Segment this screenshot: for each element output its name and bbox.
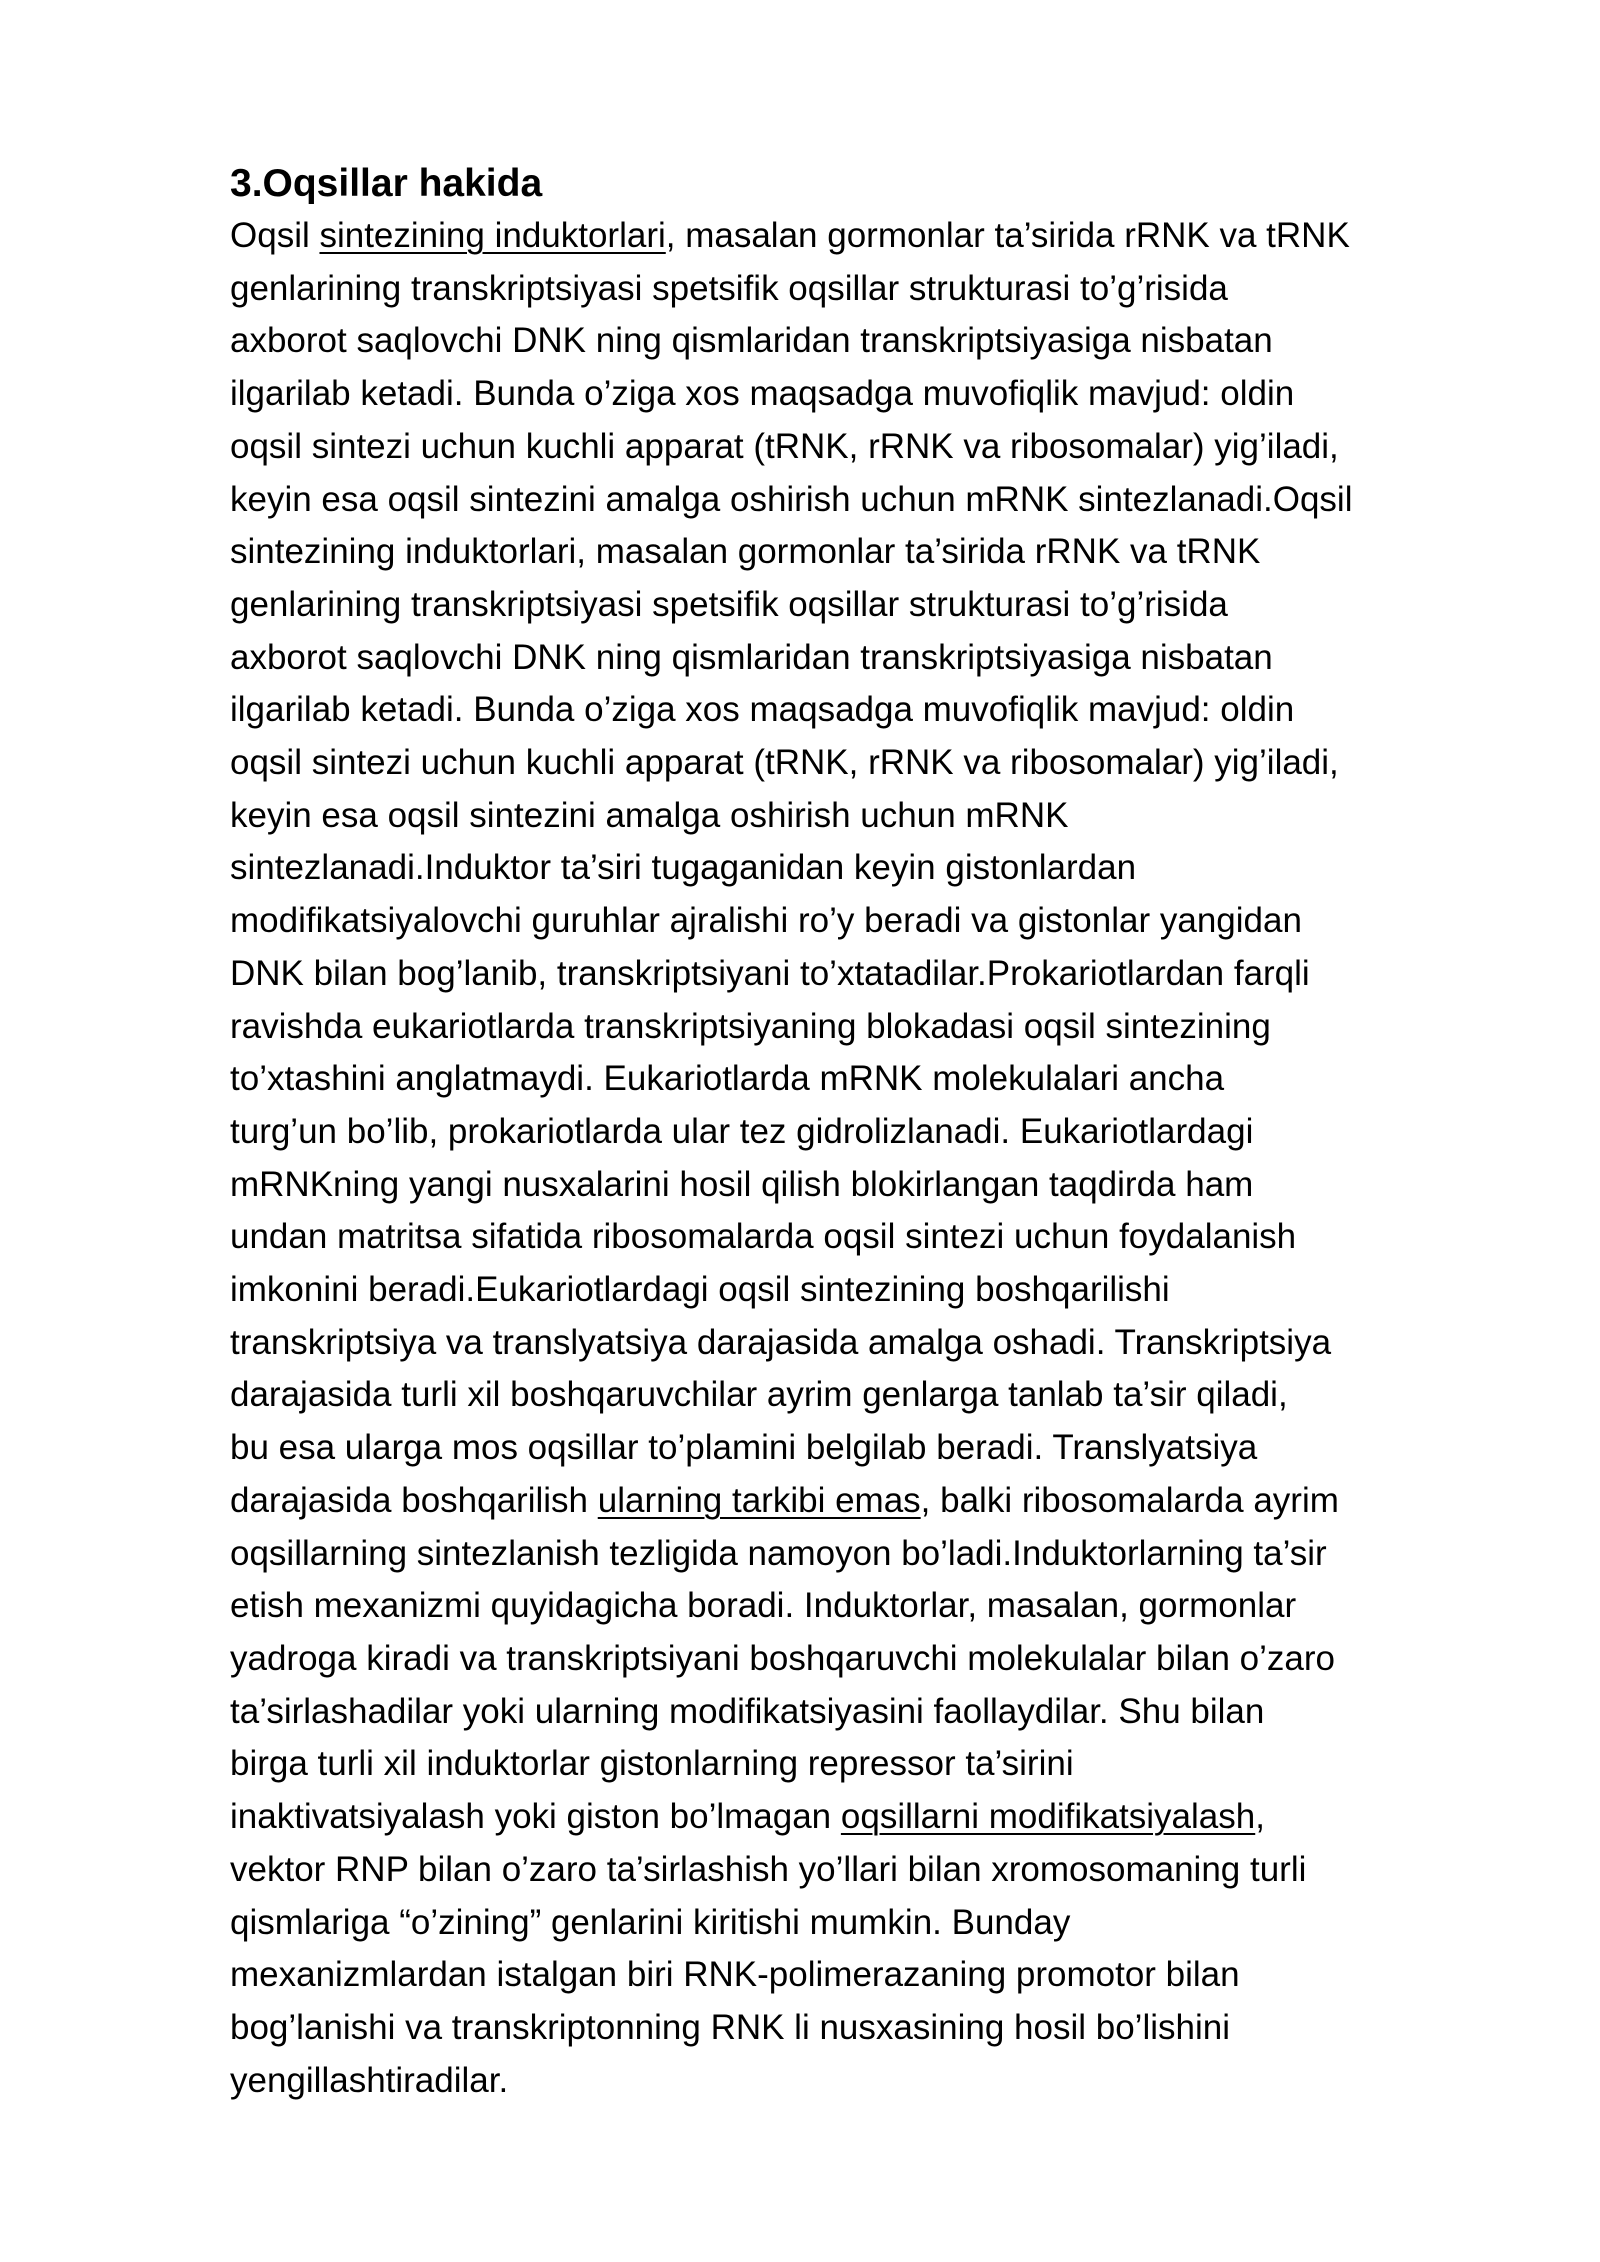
text-segment: Oqsil <box>230 216 320 255</box>
text-line <box>230 737 1560 790</box>
text-segment: to’xtashini anglatmaydi. Eukariotlarda mRNK molekulalari ancha <box>230 1059 1225 1099</box>
text-segment: yadroga kiradi va transkriptsiyani boshqaruvchi molekulalar bilan o’zaro <box>230 1638 1335 1678</box>
text-segment: modifikatsiyalovchi guruhlar ajralishi ro’y beradi va gistonlar yangidan <box>230 901 1302 941</box>
text-segment: oqsil sintezi uchun kuchli apparat (tRNK, rRNK va ribosomalar) yig’iladi, <box>230 743 1339 783</box>
text-segment: turg’un bo’lib, prokariotlarda ular tez gidrolizlanadi. Eukariotlardagi <box>230 1111 1254 1151</box>
body-paragraph <box>230 210 1560 2107</box>
text-segment: darajasida boshqarilish <box>230 1480 598 1520</box>
text-line <box>230 474 1560 527</box>
text-segment: qismlariga “o’zining” genlarini kiritishi mumkin. Bunday <box>230 1902 1071 1942</box>
text-segment: DNK bilan bog’lanib, transkriptsiyani to’xtatadilar.Prokariotlardan farqli <box>230 953 1310 993</box>
text-segment: mRNKning yangi nusxalarini hosil qilish blokirlangan taqdirda ham <box>230 1164 1254 1204</box>
text-line <box>230 526 1560 579</box>
text-line <box>230 842 1560 895</box>
text-line <box>230 1422 1560 1475</box>
text-line <box>230 1211 1560 1264</box>
text-segment: ilgarilab ketadi. Bunda o’ziga xos maqsadga muvofiqlik mavjud: oldin <box>230 690 1295 730</box>
text-line <box>230 1791 1560 1844</box>
text-segment: sintezining induktorlari, masalan gormonlar ta’sirida rRNK va tRNK <box>230 532 1261 572</box>
text-line <box>230 1528 1560 1581</box>
text-segment: genlarining transkriptsiyasi spetsifik oqsillar strukturasi to’g’risida <box>230 268 1228 308</box>
text-line <box>230 1264 1560 1317</box>
text-line <box>230 684 1560 737</box>
underlined-phrase: oqsillarni modifikatsiyalash <box>840 1797 1256 1837</box>
text-segment: oqsil sintezi uchun kuchli apparat (tRNK, rRNK va ribosomalar) yig’iladi, <box>230 426 1339 466</box>
text-line <box>230 1475 1560 1528</box>
text-segment: oqsillarning sintezlanish tezligida namoyon bo’ladi.Induktorlarning ta’sir <box>230 1533 1327 1573</box>
text-line <box>230 1897 1560 1950</box>
text-line <box>230 1738 1560 1791</box>
text-line <box>230 315 1560 368</box>
text-segment: , <box>1255 1797 1265 1837</box>
text-segment: vektor RNP bilan o’zaro ta’sirlashish yo’llari bilan xromosomaning turli <box>230 1849 1307 1889</box>
text-segment: mexanizmlardan istalgan biri RNK-polimerazaning promotor bilan <box>230 1955 1240 1995</box>
text-segment: ta’sirlashadilar yoki ularning modifikatsiyasini faollaydilar. Shu bilan <box>230 1691 1265 1731</box>
text-segment: , balki ribosomalarda ayrim <box>920 1480 1339 1520</box>
text-segment: ilgarilab ketadi. Bunda o’ziga xos maqsadga muvofiqlik mavjud: oldin <box>230 374 1295 414</box>
text-segment: etish mexanizmi quyidagicha boradi. Induktorlar, masalan, gormonlar <box>230 1586 1297 1626</box>
text-line <box>230 421 1560 474</box>
document-content <box>230 158 1560 2107</box>
text-segment: axborot saqlovchi DNK ning qismlaridan transkriptsiyasiga nisbatan <box>230 321 1273 361</box>
text-segment: imkonini beradi.Eukariotlardagi oqsil sintezining boshqarilishi <box>230 1270 1170 1310</box>
text-line <box>230 368 1560 421</box>
text-line <box>230 1053 1560 1106</box>
text-line <box>230 2002 1560 2055</box>
text-segment: bu esa ularga mos oqsillar to’plamini belgilab beradi. Translyatsiya <box>230 1428 1258 1468</box>
text-segment: genlarining transkriptsiyasi spetsifik oqsillar strukturasi to’g’risida <box>230 584 1228 624</box>
text-segment: keyin esa oqsil sintezini amalga oshirish uchun mRNK sintezlanadi.Oqsil <box>230 479 1353 519</box>
text-line <box>230 632 1560 685</box>
underlined-phrase: ularning tarkibi emas <box>597 1480 921 1520</box>
text-segment: darajasida turli xil boshqaruvchilar ayrim genlarga tanlab ta’sir qiladi, <box>230 1375 1288 1415</box>
text-segment: , masalan gormonlar ta’sirida rRNK va tRNK <box>665 216 1350 255</box>
text-line <box>230 210 1560 263</box>
text-line <box>230 1686 1560 1739</box>
text-segment: yengillashtiradilar. <box>230 2060 509 2100</box>
text-line <box>230 1949 1560 2002</box>
text-segment: transkriptsiya va translyatsiya darajasida amalga oshadi. Transkriptsiya <box>230 1322 1332 1362</box>
text-segment: inaktivatsiyalash yoki giston bo’lmagan <box>230 1797 841 1837</box>
section-heading: 3.Oqsillar hakida <box>230 162 543 205</box>
text-line <box>230 1844 1560 1897</box>
text-line <box>230 263 1560 316</box>
text-line <box>230 1106 1560 1159</box>
text-segment: undan matritsa sifatida ribosomalarda oqsil sintezi uchun foydalanish <box>230 1217 1297 1257</box>
text-line <box>230 790 1560 843</box>
text-line <box>230 895 1560 948</box>
text-line <box>230 1317 1560 1370</box>
text-line <box>230 1159 1560 1212</box>
text-line <box>230 1633 1560 1686</box>
text-line <box>230 579 1560 632</box>
text-line <box>230 948 1560 1001</box>
text-line <box>230 1001 1560 1054</box>
text-line <box>230 1369 1560 1422</box>
text-line <box>230 1580 1560 1633</box>
text-line <box>230 2055 1560 2108</box>
text-segment: sintezlanadi.Induktor ta’siri tugaganidan keyin gistonlardan <box>230 848 1137 888</box>
text-segment: bog’lanishi va transkriptonning RNK li nusxasining hosil bo’lishini <box>230 2007 1230 2047</box>
underlined-phrase: sintezining induktorlari <box>319 216 666 255</box>
text-segment: keyin esa oqsil sintezini amalga oshirish uchun mRNK <box>230 795 1069 835</box>
text-segment: birga turli xil induktorlar gistonlarning repressor ta’sirini <box>230 1744 1074 1784</box>
text-segment: axborot saqlovchi DNK ning qismlaridan transkriptsiyasiga nisbatan <box>230 637 1273 677</box>
text-segment: ravishda eukariotlarda transkriptsiyaning blokadasi oqsil sintezining <box>230 1006 1271 1046</box>
